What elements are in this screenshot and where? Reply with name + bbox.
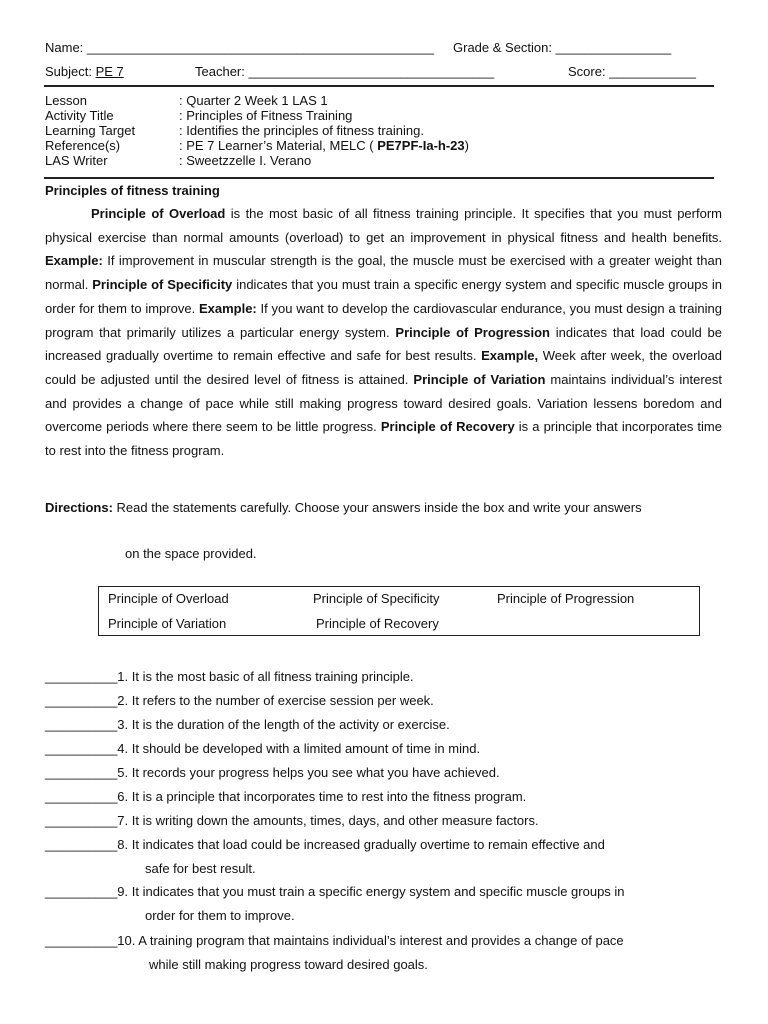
question-item[interactable]: __________8. It indicates that load could be increased gradually overtime to remain effective and [45, 837, 605, 852]
meta-value: : Principles of Fitness Training [179, 108, 353, 123]
meta-key: LAS Writer [45, 153, 108, 168]
name-field[interactable] [45, 40, 434, 55]
choice-item: Principle of Overload [108, 591, 229, 606]
lesson-meta [45, 93, 715, 169]
meta-key: Learning Target [45, 123, 136, 138]
teacher-field[interactable] [195, 64, 494, 79]
question-item[interactable]: __________5. It records your progress helps you see what you have achieved. [45, 765, 500, 780]
score-label: Score: ____________ [568, 64, 696, 79]
question-item[interactable]: __________2. It refers to the number of exercise session per week. [45, 693, 434, 708]
question-continuation: safe for best result. [145, 861, 256, 876]
question-continuation: while still making progress toward desired goals. [149, 957, 428, 972]
question-continuation: order for them to improve. [145, 908, 295, 923]
name-label: Name: ________________________________________________ [45, 40, 434, 55]
meta-divider [44, 177, 714, 179]
subject-value: PE 7 [95, 64, 124, 79]
question-item[interactable]: __________6. It is a principle that incorporates time to rest into the fitness program. [45, 789, 527, 804]
choice-item: Principle of Specificity [313, 591, 440, 606]
choice-item: Principle of Recovery [316, 616, 439, 631]
grade-section-label: Grade & Section: ________________ [453, 40, 672, 55]
meta-key: Lesson [45, 93, 87, 108]
score-field[interactable] [568, 64, 696, 79]
question-item[interactable]: __________3. It is the duration of the length of the activity or exercise. [45, 717, 450, 732]
lesson-paragraph: Principle of Overload is the most basic of all fitness training principle. It specifies that you must perform physical exercise than normal amounts (overload) to get an improvement in physical fitness and health benefits. Example: If improvement in muscular strength is the goal, the muscle must be exercised with a greater weight than normal. Principle of Specificity indicates that you must train a specific energy system and specific muscle groups in order for them to improve. Example: If you want to develop the cardiovascular endurance, you must design a training program that primarily utilizes a particular energy system. Principle of Progression indicates that load could be increased gradually overtime to remain effective and safe for best results. Example, Week after week, the overload could be adjusted until the desired level of fitness is attained. Principle of Variation maintains individual’s interest and provides a change of pace while still making progress toward desired goals. Variation lessens boredom and overcome periods where there seem to be little progress. Principle of Recovery is a principle that incorporates time to rest into the fitness program. [45, 206, 723, 459]
meta-value: : Identifies the principles of fitness training. [179, 123, 424, 138]
question-item[interactable]: __________7. It is writing down the amounts, times, days, and other measure factors. [45, 813, 539, 828]
melc-code: PE7PF-Ia-h-23 [377, 138, 465, 153]
choice-item: Principle of Variation [108, 616, 227, 631]
grade-section-field[interactable] [453, 40, 671, 55]
meta-value: : Quarter 2 Week 1 LAS 1 [179, 93, 328, 108]
directions-continued: on the space provided. [125, 546, 257, 561]
answer-choices-box [98, 586, 700, 636]
directions: Directions: Read the statements carefully. Choose your answers inside the box and write your answers [45, 500, 642, 515]
question-item[interactable]: __________10. A training program that maintains individual’s interest and provides a change of pace [45, 933, 624, 948]
question-item[interactable]: __________4. It should be developed with a limited amount of time in mind. [45, 741, 481, 756]
meta-key: Reference(s) [45, 138, 121, 153]
meta-value: : Sweetzzelle I. Verano [179, 153, 312, 168]
teacher-label: Teacher: __________________________________ [195, 64, 495, 79]
directions-label: Directions: [45, 500, 113, 515]
meta-value: : PE 7 Learner’s Material, MELC ( PE7PF-Ia-h-23) [179, 138, 469, 153]
choice-item: Principle of Progression [497, 591, 635, 606]
question-item[interactable]: __________9. It indicates that you must train a specific energy system and specific muscle groups in [45, 884, 625, 899]
subject-label: Subject: [45, 64, 96, 79]
question-item[interactable]: __________1. It is the most basic of all fitness training principle. [45, 669, 414, 684]
header-divider [44, 85, 714, 87]
meta-key: Activity Title [45, 108, 114, 123]
subject-field [45, 64, 124, 79]
section-title: Principles of fitness training [45, 183, 220, 198]
